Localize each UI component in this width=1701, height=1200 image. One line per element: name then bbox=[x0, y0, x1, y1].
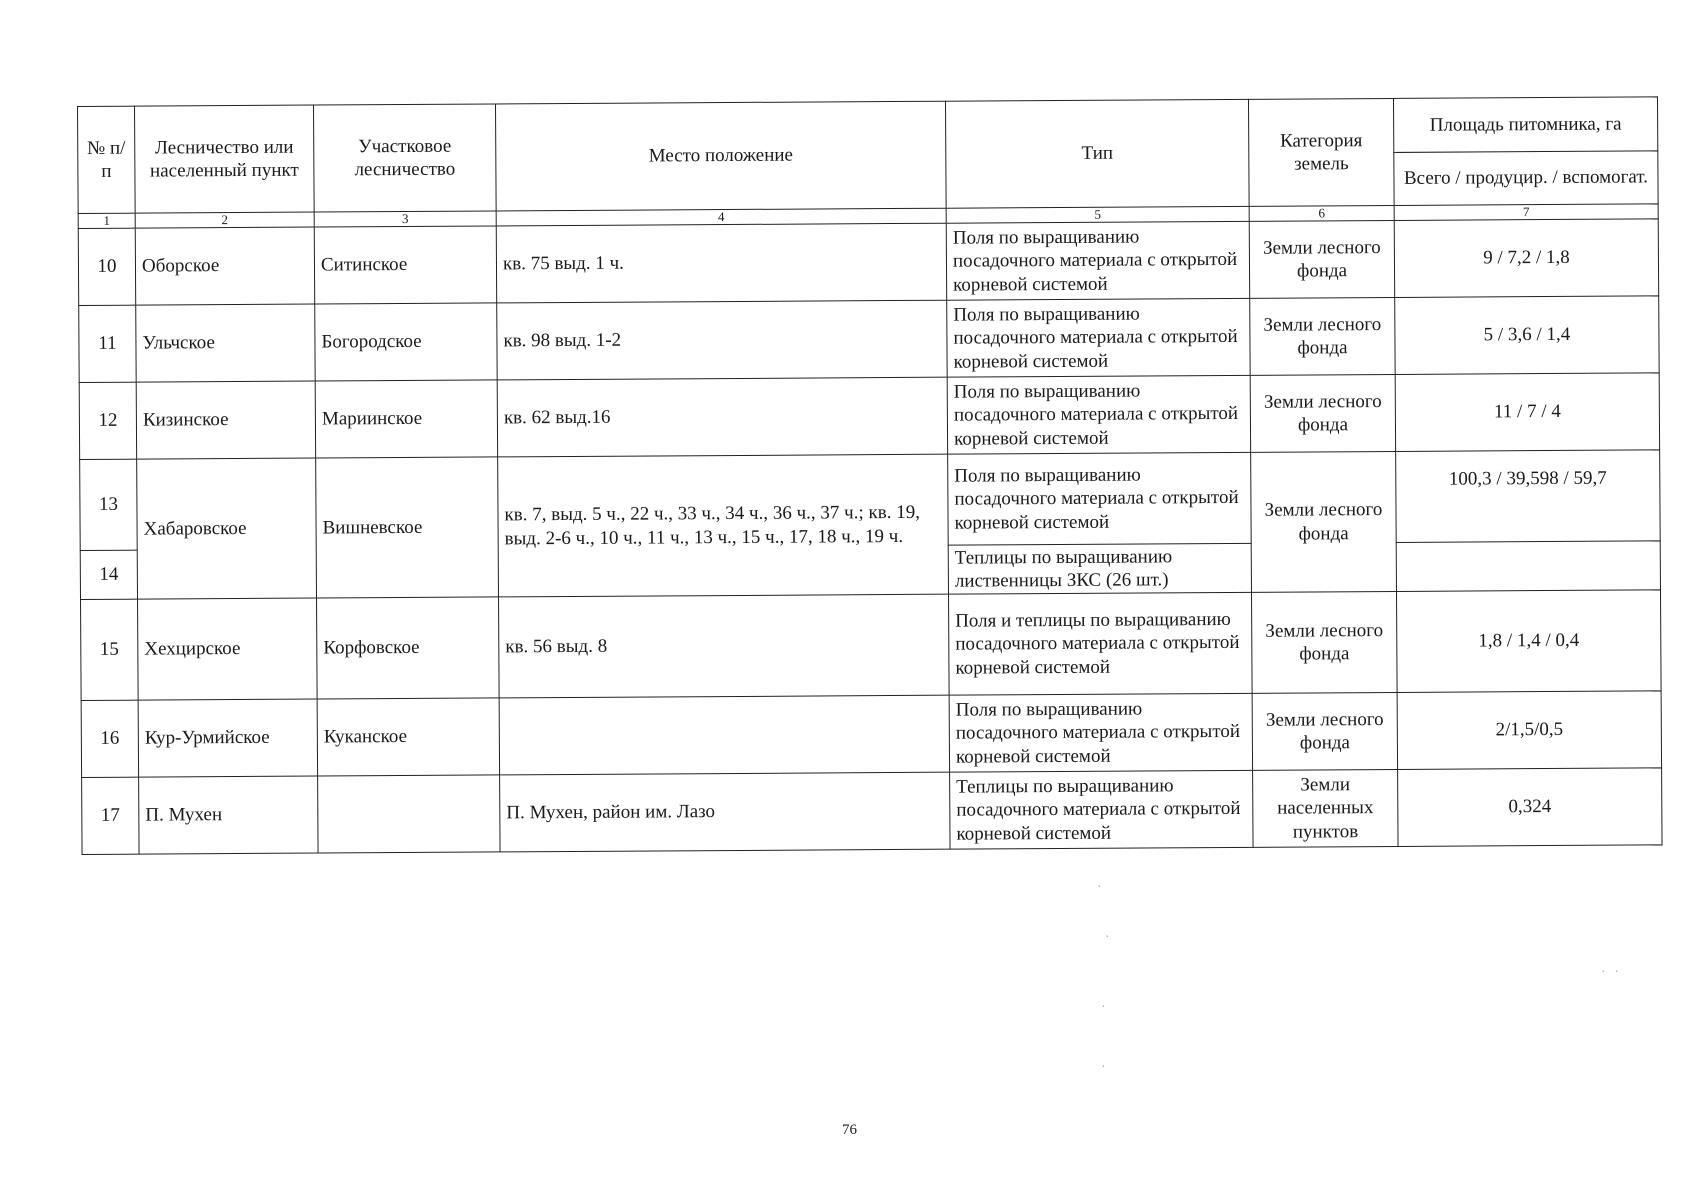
column-number: 3 bbox=[314, 211, 496, 227]
row-number: 14 bbox=[80, 550, 137, 599]
category-cell: Земли лесного фонда bbox=[1251, 591, 1397, 693]
column-number: 2 bbox=[135, 212, 314, 228]
district-cell bbox=[318, 775, 500, 853]
header-forestry: Лесничество или населенный пункт bbox=[135, 105, 315, 213]
column-number: 6 bbox=[1249, 205, 1394, 221]
district-cell: Куканское bbox=[317, 698, 499, 776]
row-number: 13 bbox=[80, 459, 138, 550]
column-number: 4 bbox=[496, 208, 946, 226]
type-cell: Поля по выращиванию посадочного материала с открытой корневой системой bbox=[947, 298, 1250, 377]
forestry-cell: П. Мухен bbox=[139, 776, 318, 854]
location-cell: кв. 75 выд. 1 ч. bbox=[496, 223, 946, 303]
type-cell: Поля и теплицы по выращиванию посадочного материала с открытой корневой системой bbox=[948, 592, 1252, 695]
scan-speck: · bbox=[1100, 1000, 1107, 1013]
area-cell: 100,3 / 39,598 / 59,7 bbox=[1396, 450, 1661, 543]
type-cell: Поля по выращиванию посадочного материала с открытой корневой системой bbox=[947, 375, 1250, 454]
forestry-cell: Хабаровское bbox=[137, 458, 317, 599]
category-cell: Земли лесного фонда bbox=[1250, 297, 1395, 375]
area-cell: 1,8 / 1,4 / 0,4 bbox=[1396, 590, 1661, 693]
row-number: 10 bbox=[78, 228, 135, 305]
header-district: Участковое лесничество bbox=[313, 104, 496, 212]
forestry-cell: Кур-Урмийское bbox=[138, 699, 317, 777]
location-cell: кв. 7, выд. 5 ч., 22 ч., 33 ч., 34 ч., 36 ч., 37 ч.; кв. 19, выд. 2-6 ч., 10 ч., 11 ч., 13 ч., 15 ч., 17, 18 ч., 19 ч. bbox=[498, 454, 949, 597]
area-cell: 5 / 3,6 / 1,4 bbox=[1395, 296, 1659, 375]
table-row bbox=[82, 768, 1662, 855]
forestry-cell: Хехцирское bbox=[138, 598, 318, 700]
column-number: 1 bbox=[78, 213, 135, 228]
row-number: 11 bbox=[79, 305, 136, 382]
area-cell bbox=[1396, 541, 1660, 592]
table-row bbox=[81, 590, 1662, 701]
header-row bbox=[78, 97, 1658, 160]
scan-speck: · bbox=[1104, 930, 1111, 943]
row-number: 15 bbox=[81, 599, 139, 700]
scan-speck: · bbox=[1100, 1060, 1107, 1073]
column-number: 5 bbox=[946, 206, 1249, 223]
scan-speck: · bbox=[1096, 880, 1103, 893]
table-row bbox=[78, 219, 1658, 306]
row-number: 17 bbox=[82, 777, 139, 854]
district-cell: Мариинское bbox=[315, 380, 497, 458]
page-number: 76 bbox=[842, 1122, 857, 1138]
district-cell: Богородское bbox=[315, 303, 497, 381]
type-cell: Поля по выращиванию посадочного материала с открытой корневой системой bbox=[948, 452, 1252, 545]
table-row bbox=[79, 296, 1659, 383]
area-cell: 0,324 bbox=[1398, 768, 1662, 847]
forestry-cell: Кизинское bbox=[136, 381, 315, 459]
header-area-group: Площадь питомника, га bbox=[1393, 97, 1657, 152]
category-cell: Земли лесного фонда bbox=[1252, 692, 1397, 770]
header-location: Место положение bbox=[495, 101, 946, 211]
header-area-sub: Всего / продуцир. / вспомогат. bbox=[1394, 150, 1658, 205]
table-row bbox=[81, 691, 1661, 778]
header-num: № п/п bbox=[78, 106, 136, 213]
location-cell: кв. 56 выд. 8 bbox=[499, 594, 950, 698]
type-cell: Теплицы по выращиванию посадочного материала с открытой корневой системой bbox=[950, 770, 1253, 849]
forestry-cell: Ульчское bbox=[136, 304, 315, 382]
location-cell: П. Мухен, район им. Лазо bbox=[500, 772, 950, 852]
table-row bbox=[79, 373, 1659, 460]
area-cell: 11 / 7 / 4 bbox=[1395, 373, 1659, 452]
header-category: Категория земель bbox=[1248, 98, 1394, 206]
category-cell: Земли населенных пунктов bbox=[1253, 769, 1398, 847]
type-cell: Теплицы по выращиванию лиственницы ЗКС (26 шт.) bbox=[948, 543, 1251, 594]
location-cell bbox=[499, 695, 949, 775]
header-type: Тип bbox=[945, 99, 1249, 208]
scan-speck: · · bbox=[1600, 965, 1620, 978]
forestry-cell: Оборское bbox=[135, 227, 314, 305]
category-cell: Земли лесного фонда bbox=[1250, 374, 1395, 452]
type-cell: Поля по выращиванию посадочного материала с открытой корневой системой bbox=[946, 221, 1249, 300]
location-cell: кв. 98 выд. 1-2 bbox=[497, 300, 947, 380]
type-cell: Поля по выращиванию посадочного материала с открытой корневой системой bbox=[949, 693, 1252, 772]
category-cell: Земли лесного фонда bbox=[1249, 220, 1394, 298]
table-row bbox=[80, 450, 1661, 551]
nursery-table bbox=[77, 96, 1663, 855]
column-number: 7 bbox=[1394, 204, 1658, 221]
area-cell: 2/1,5/0,5 bbox=[1397, 691, 1661, 770]
row-number: 16 bbox=[81, 700, 138, 777]
district-cell: Корфовское bbox=[317, 597, 500, 699]
category-cell: Земли лесного фонда bbox=[1251, 451, 1397, 592]
row-number: 12 bbox=[79, 382, 136, 459]
area-cell: 9 / 7,2 / 1,8 bbox=[1394, 219, 1658, 298]
location-cell: кв. 62 выд.16 bbox=[497, 377, 947, 457]
district-cell: Вишневское bbox=[316, 457, 499, 598]
district-cell: Ситинское bbox=[314, 226, 496, 304]
